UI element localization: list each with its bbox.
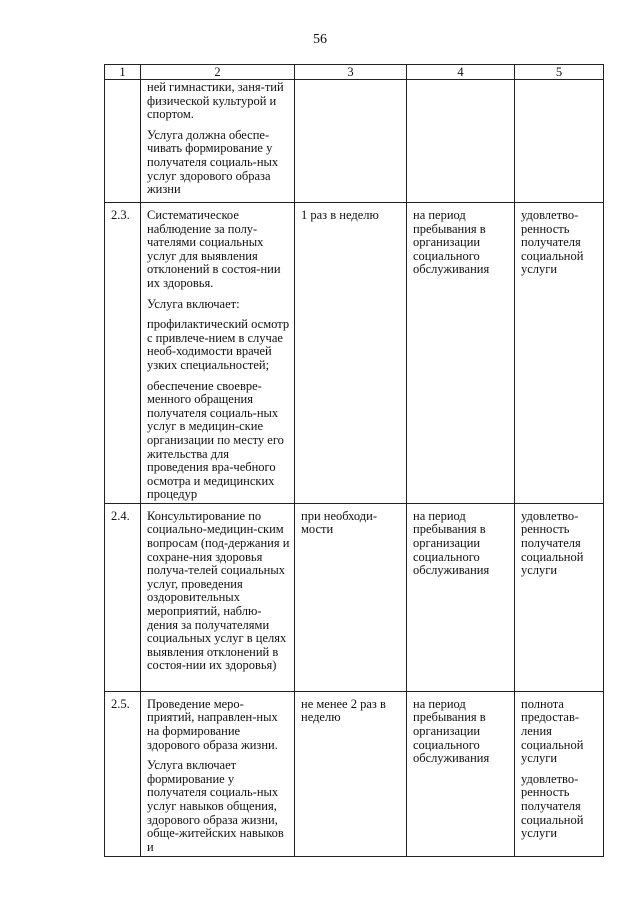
service-frequency: 1 раз в неделю — [295, 203, 407, 504]
description-paragraph: Проведение меро-приятий, направлен-ных на формирование здорового образа жизни. — [147, 696, 278, 752]
service-description — [141, 691, 295, 856]
description-paragraph: Услуга должна обеспе-чивать формирование у получателя социаль-ных услуг здорового образа жизни — [147, 127, 279, 197]
header-cell: 1 — [105, 65, 141, 80]
quality-criteria — [515, 691, 604, 856]
service-period — [407, 80, 515, 203]
page-number: 56 — [313, 32, 327, 47]
criteria-paragraph: полнота предостав-ления социальной услуги — [521, 696, 584, 766]
criteria-paragraph: удовлетво-ренность получателя социальной услуги — [521, 508, 584, 578]
service-period: на период пребывания в организации социального обслуживания — [407, 203, 515, 504]
service-frequency: не менее 2 раз в неделю — [295, 691, 407, 856]
description-paragraph: Консультирование по социально-медицин-ским вопросам (под-держания и сохране-ния здоровья получа-телей социальных услуг, проведения оздоровительных мероприятий, наблю-дения за получателями социальных услуг в целях выявления отклонений в состоя-нии их здоровья) — [147, 508, 290, 673]
table-header-row — [105, 65, 604, 80]
row-number: 2.5. — [105, 691, 141, 856]
service-description — [141, 80, 295, 203]
description-paragraph: обеспечение своевре-менного обращения получателя социаль-ных услуг в медицин-ские организации по месту его жительства для проведения вра-чебного осмотра и медицинских процедур — [147, 378, 284, 502]
row-number — [105, 80, 141, 203]
header-cell: 4 — [407, 65, 515, 80]
quality-criteria — [515, 503, 604, 691]
quality-criteria — [515, 203, 604, 504]
table-row — [105, 203, 604, 504]
table-row — [105, 80, 604, 203]
service-period: на период пребывания в организации социального обслуживания — [407, 691, 515, 856]
description-paragraph: профилактический осмотр с привлече-нием в случае необ-ходимости врачей узких специальностей; — [147, 317, 290, 372]
header-cell: 5 — [515, 65, 604, 80]
header-cell: 3 — [295, 65, 407, 80]
services-table — [104, 64, 604, 857]
description-paragraph: Систематическое наблюдение за полу-чателями социальных услуг для выявления отклонений в состоя-нии их здоровья. — [147, 208, 281, 290]
service-description — [141, 203, 295, 504]
service-frequency: при необходи-мости — [295, 503, 407, 691]
row-number: 2.4. — [105, 503, 141, 691]
description-paragraph: Услуга включает: — [147, 296, 240, 311]
service-frequency — [295, 80, 407, 203]
criteria-paragraph: удовлетво-ренность получателя социальной услуги — [521, 771, 584, 841]
header-cell: 2 — [141, 65, 295, 80]
description-paragraph: Услуга включает формирование у получателя социаль-ных услуг навыков общения, здорового образа жизни, обще-житейских навыков и — [147, 758, 284, 854]
quality-criteria — [515, 80, 604, 203]
row-number: 2.3. — [105, 203, 141, 504]
table-row — [105, 691, 604, 856]
service-description — [141, 503, 295, 691]
service-period: на период пребывания в организации социального обслуживания — [407, 503, 515, 691]
criteria-paragraph: удовлетво-ренность получателя социальной услуги — [521, 208, 584, 277]
table-row — [105, 503, 604, 691]
description-paragraph: ней гимнастики, заня-тий физической культурой и спортом. — [147, 80, 284, 122]
